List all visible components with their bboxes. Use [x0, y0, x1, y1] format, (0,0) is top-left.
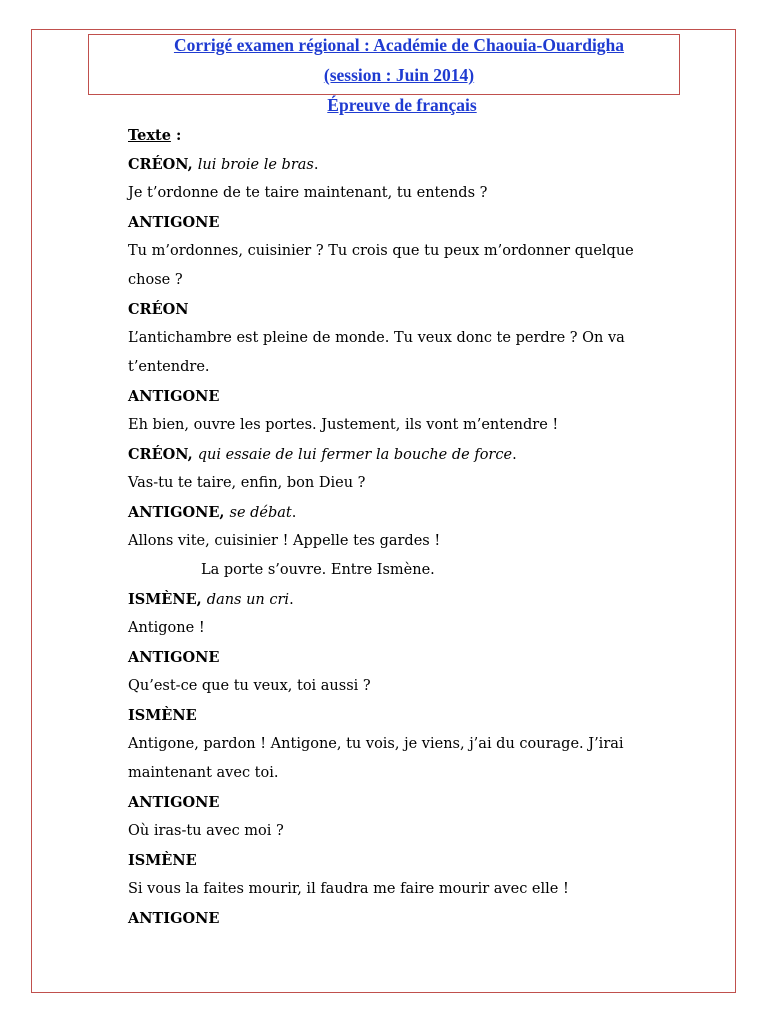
speaker-name: ANTIGONE — [128, 388, 220, 405]
speaker-separator: , — [219, 504, 230, 521]
dialogue-line: Allons vite, cuisinier ! Appelle tes gardes ! — [128, 533, 441, 549]
speaker-line — [128, 643, 688, 672]
dialogue-line: t’entendre. — [128, 359, 210, 375]
stage-direction: qui essaie de lui fermer la bouche de force — [197, 447, 513, 463]
speaker-name: ANTIGONE — [128, 910, 220, 927]
stage-direction-end: . — [313, 157, 319, 173]
speaker-name: CRÉON — [128, 301, 189, 318]
speaker-name: ANTIGONE — [128, 504, 220, 521]
text-title-suffix: : — [170, 127, 182, 144]
dialogue-line: Eh bien, ouvre les portes. Justement, ils vont m’entendre ! — [128, 417, 559, 433]
speaker-line — [128, 382, 688, 411]
exam-title: Corrigé examen régional : Académie de Chaouia-Ouardigha — [173, 35, 625, 55]
speaker-line — [128, 701, 688, 730]
speaker-line — [128, 440, 688, 469]
speaker-line — [128, 295, 688, 324]
speaker-name: ISMÈNE — [128, 852, 197, 869]
speaker-separator: , — [187, 156, 198, 173]
speaker-name: ANTIGONE — [128, 649, 220, 666]
dialogue-line: chose ? — [128, 272, 183, 288]
stage-direction-line: La porte s’ouvre. Entre Ismène. — [201, 562, 435, 578]
stage-direction: dans un cri — [206, 592, 290, 608]
speaker-line — [128, 585, 688, 614]
text-heading — [128, 121, 688, 150]
speaker-name: CRÉON — [128, 446, 188, 463]
speaker-name: ANTIGONE — [128, 214, 220, 231]
stage-direction-end: . — [289, 592, 294, 608]
dialogue-line: Vas-tu te taire, enfin, bon Dieu ? — [128, 475, 366, 491]
stage-direction-end: . — [291, 505, 297, 521]
speaker-name: ISMÈNE — [128, 707, 197, 724]
play-text — [128, 121, 688, 933]
speaker-separator: , — [187, 446, 198, 463]
dialogue-line: Antigone, pardon ! Antigone, tu vois, je viens, j’ai du courage. J’irai — [128, 736, 624, 752]
stage-direction: se débat — [229, 505, 292, 521]
speaker-name: ISMÈNE — [128, 591, 197, 608]
speaker-line — [128, 150, 688, 179]
dialogue-line: Tu m’ordonnes, cuisinier ? Tu crois que tu peux m’ordonner quelque — [128, 243, 634, 259]
speaker-line — [128, 498, 688, 527]
stage-direction: lui broie le bras — [197, 157, 314, 173]
speaker-line — [128, 208, 688, 237]
dialogue-line: Où iras-tu avec moi ? — [128, 823, 284, 839]
speaker-separator: , — [196, 591, 207, 608]
dialogue-line: Antigone ! — [128, 620, 205, 636]
speaker-line — [128, 788, 688, 817]
stage-direction-end: . — [512, 447, 517, 463]
exam-subject: Épreuve de français — [327, 95, 477, 115]
exam-session: (session : Juin 2014) — [323, 65, 475, 85]
dialogue-line: Je t’ordonne de te taire maintenant, tu entends ? — [128, 185, 488, 201]
dialogue-line: L’antichambre est pleine de monde. Tu veux donc te perdre ? On va — [128, 330, 625, 346]
speaker-line — [128, 846, 688, 875]
dialogue-line: Si vous la faites mourir, il faudra me faire mourir avec elle ! — [128, 881, 569, 897]
dialogue-line: Qu’est-ce que tu veux, toi aussi ? — [128, 678, 371, 694]
speaker-name: ANTIGONE — [128, 794, 220, 811]
dialogue-line: maintenant avec toi. — [128, 765, 279, 781]
speaker-name: CRÉON — [128, 156, 188, 173]
text-title: Texte — [128, 127, 171, 144]
speaker-line — [128, 904, 688, 933]
